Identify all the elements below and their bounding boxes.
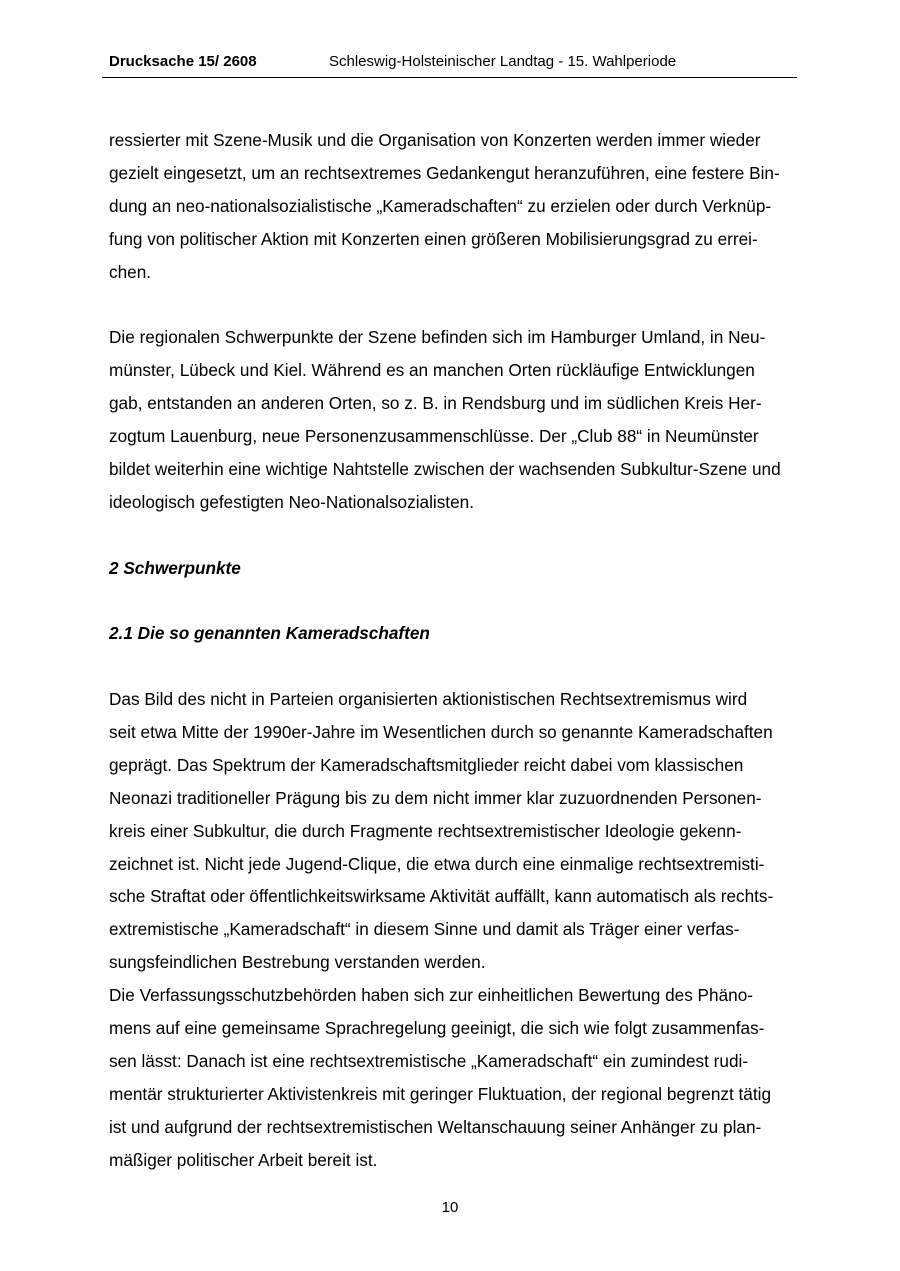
paragraph-gap [109,584,799,617]
section-heading: 2 Schwerpunkte [109,557,241,578]
text-line: ressierter mit Szene-Musik und die Organisation von Konzerten werden immer wieder [109,130,761,150]
subsection-heading: 2.1 Die so genannten Kameradschaften [109,623,430,644]
text-line: Die regionalen Schwerpunkte der Szene befinden sich im Hamburger Umland, in Neu- [109,327,766,348]
text-line: geprägt. Das Spektrum der Kameradschaftsmitglieder reicht dabei vom klassischen [109,754,744,775]
paragraph-1 [109,124,799,288]
text-line: Das Bild des nicht in Parteien organisierten aktionistischen Rechtsextremismus wird [109,689,748,710]
text-line: zeichnet ist. Nicht jede Jugend-Clique, die etwa durch eine einmalige rechtsextremisti- [109,853,765,874]
document-number: Drucksache 15/ 2608 [109,53,257,70]
paragraph-3 [109,683,799,979]
paragraph-gap [109,288,799,321]
text-line: sungsfeindlichen Bestrebung verstanden werden. [109,952,486,973]
text-line: extremistische „Kameradschaft“ in diesem Sinne und damit als Träger einer verfas- [109,919,740,940]
paragraph-2 [109,321,799,518]
text-line: ideologisch gefestigten Neo-Nationalsozialisten. [109,491,474,512]
document-body [109,124,799,1177]
text-line: gab, entstanden an anderen Orten, so z. B. in Rendsburg und im südlichen Kreis Her- [109,393,762,414]
text-line: sche Straftat oder öffentlichkeitswirksame Aktivität auffällt, kann automatisch als rechts- [109,886,774,907]
text-line: Neonazi traditioneller Prägung bis zu dem nicht immer klar zuzuordnenden Personen- [109,787,762,808]
text-line: mentär strukturierter Aktivistenkreis mit geringer Fluktuation, der regional begrenzt tätig [109,1083,772,1104]
text-line: chen. [109,261,152,282]
text-line: ist und aufgrund der rechtsextremistischen Weltanschauung seiner Anhänger zu plan- [109,1116,762,1137]
text-line: zogtum Lauenburg, neue Personenzusammenschlüsse. Der „Club 88“ in Neumünster [109,426,759,447]
text-line: seit etwa Mitte der 1990er-Jahre im Wesentlichen durch so genannte Kameradschaften [109,722,773,743]
text-line: kreis einer Subkultur, die durch Fragmente rechtsextremistischer Ideologie gekenn- [109,820,742,841]
paragraph-4 [109,979,799,1176]
text-line: fung von politischer Aktion mit Konzerten einen größeren Mobilisierungsgrad zu errei- [109,228,758,249]
text-line: mens auf eine gemeinsame Sprachregelung geeinigt, die sich wie folgt zusammenfas- [109,1018,765,1039]
text-line: mäßiger politischer Arbeit bereit ist. [109,1149,378,1170]
text-line: Die Verfassungsschutzbehörden haben sich zur einheitlichen Bewertung des Phäno- [109,985,753,1006]
paragraph-gap [109,650,799,683]
text-line: dung an neo-nationalsozialistische „Kameradschaften“ zu erzielen oder durch Verknüp- [109,195,772,216]
page-number: 10 [441,1199,459,1216]
text-line: münster, Lübeck und Kiel. Während es an manchen Orten rückläufige Entwicklungen [109,360,755,381]
text-line: gezielt eingesetzt, um an rechtsextremes Gedankengut heranzuführen, eine festere Bin- [109,162,780,183]
paragraph-gap [109,519,799,552]
text-line: sen lässt: Danach ist eine rechtsextremistische „Kameradschaft“ ein zumindest rudi- [109,1050,749,1071]
text-line: bildet weiterhin eine wichtige Nahtstelle zwischen der wachsenden Subkultur-Szene und [109,458,781,479]
parliament-title: Schleswig-Holsteinischer Landtag - 15. Wahlperiode [329,53,677,70]
page-header [102,52,797,78]
